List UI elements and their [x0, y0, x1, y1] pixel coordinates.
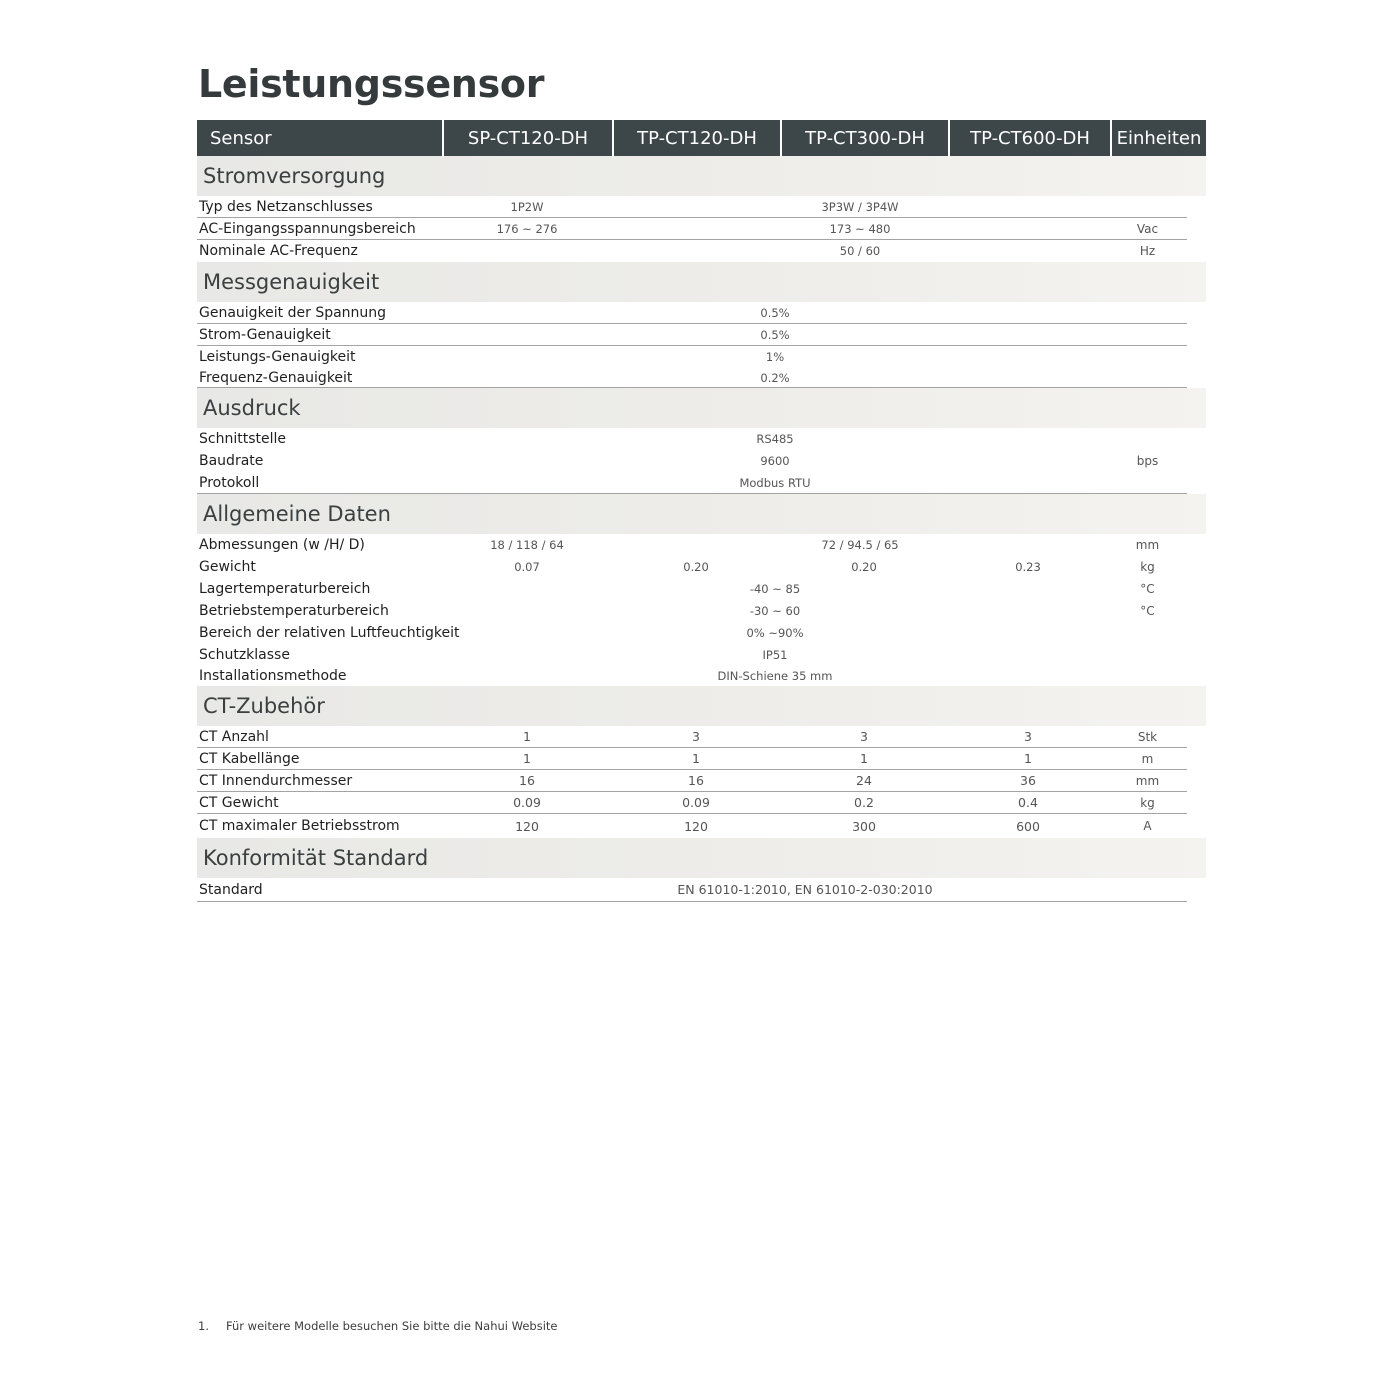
cell-value: 120 [515, 818, 539, 834]
table-row [197, 428, 1187, 450]
cell-value: 24 [856, 773, 872, 788]
row-label: AC-Eingangsspannungsbereich [199, 220, 416, 237]
cell-value: 1 [523, 751, 531, 766]
cell-value: Modbus RTU [739, 475, 811, 490]
cell-value: 0.20 [683, 560, 709, 574]
table-row [197, 814, 1187, 838]
cell-value: 1% [765, 350, 785, 364]
row-label: Abmessungen (w /H/ D) [199, 537, 365, 553]
row-label: Nominale AC-Frequenz [199, 243, 358, 259]
row-label: Baudrate [199, 453, 264, 469]
cell-value: 0.07 [514, 560, 540, 574]
cell-value: 9600 [760, 454, 790, 468]
table-row [197, 368, 1187, 388]
header-sensor: Sensor [210, 127, 272, 149]
cell-value: 0.5% [760, 327, 790, 342]
row-label: Strom-Genauigkeit [199, 326, 331, 343]
footnote-text: Für weitere Modelle besuchen Sie bitte die Nahui Website [226, 1319, 558, 1333]
row-label: Protokoll [199, 474, 260, 491]
cell-value: 1P2W [510, 199, 544, 214]
section-title-standard: Konformität Standard [197, 838, 1206, 878]
table-row [197, 644, 1187, 666]
cell-value: 173 ~ 480 [829, 221, 891, 236]
cell-unit: Hz [1139, 244, 1156, 258]
row-label: CT maximaler Betriebsstrom [199, 818, 400, 834]
cell-value: 600 [1016, 818, 1040, 834]
cell-value: 176 ~ 276 [496, 221, 558, 236]
table-row [197, 666, 1187, 686]
cell-unit: Stk [1137, 729, 1158, 744]
cell-unit: °C [1140, 582, 1155, 596]
cell-unit: A [1143, 819, 1152, 833]
header-model-tp-ct300: TP-CT300-DH [780, 120, 948, 156]
cell-value: 1 [860, 751, 868, 766]
header-model-tp-ct600: TP-CT600-DH [948, 120, 1110, 156]
cell-unit: bps [1136, 454, 1159, 468]
table-row [197, 324, 1187, 346]
cell-value: 3 [860, 729, 868, 744]
cell-value: 0.23 [1015, 560, 1041, 574]
cell-value: 0.5% [760, 305, 790, 320]
table-row [197, 472, 1187, 494]
cell-value: 0.2 [854, 795, 874, 810]
cell-value: 0.4 [1018, 795, 1038, 810]
row-label: Typ des Netzanschlusses [199, 198, 373, 215]
cell-unit: °C [1140, 604, 1155, 618]
cell-value: 16 [688, 773, 704, 788]
row-label: Frequenz-Genauigkeit [199, 369, 353, 386]
header-model-tp-ct120: TP-CT120-DH [612, 120, 780, 156]
table-row [197, 878, 1187, 902]
table-row [197, 726, 1187, 748]
cell-value: 0.2% [760, 370, 790, 385]
section-title-accuracy: Messgenauigkeit [197, 262, 1206, 302]
cell-value: 0.09 [682, 795, 710, 810]
cell-value: -40 ~ 85 [749, 582, 801, 596]
cell-value: 300 [852, 818, 876, 834]
row-label: Leistungs-Genauigkeit [199, 349, 356, 365]
cell-value: 1 [1024, 751, 1032, 766]
cell-value: 0% ~90% [746, 626, 804, 640]
row-label: Schnittstelle [199, 431, 286, 447]
section-title-ct: CT-Zubehör [197, 686, 1206, 726]
row-label: Lagertemperaturbereich [199, 581, 371, 597]
cell-value: 0.20 [851, 560, 877, 574]
section-title-general: Allgemeine Daten [197, 494, 1206, 534]
table-row [197, 302, 1187, 324]
table-row [197, 240, 1187, 262]
table-row [197, 346, 1187, 368]
cell-value: IP51 [762, 648, 788, 662]
table-row [197, 792, 1187, 814]
cell-value: 120 [684, 818, 708, 834]
table-row [197, 600, 1187, 622]
row-label: Bereich der relativen Luftfeuchtigkeit [199, 625, 460, 641]
table-row [197, 770, 1187, 792]
cell-value: DIN-Schiene 35 mm [717, 669, 833, 683]
table-row [197, 534, 1187, 556]
cell-unit: mm [1135, 538, 1160, 552]
header-model-sp-ct120: SP-CT120-DH [442, 120, 612, 156]
row-label: Installationsmethode [199, 668, 347, 684]
footnote [198, 1319, 557, 1333]
row-label: Gewicht [199, 559, 256, 575]
cell-value: 1 [523, 729, 531, 744]
cell-value: 0.09 [513, 795, 541, 810]
cell-value: 16 [519, 773, 535, 788]
section-title-power: Stromversorgung [197, 156, 1206, 196]
cell-value: 18 / 118 / 64 [490, 538, 564, 552]
footnote-number: 1. [198, 1319, 209, 1333]
cell-value: 3 [1024, 729, 1032, 744]
row-label: CT Gewicht [199, 794, 279, 811]
row-label: CT Kabellänge [199, 750, 300, 767]
table-header [197, 120, 1206, 156]
table-row [197, 748, 1187, 770]
cell-value: EN 61010-1:2010, EN 61010-2-030:2010 [677, 882, 933, 897]
cell-value: 3P3W / 3P4W [821, 199, 899, 214]
section-title-output: Ausdruck [197, 388, 1206, 428]
cell-value: 72 / 94.5 / 65 [821, 538, 899, 552]
table-row [197, 196, 1187, 218]
row-label: CT Anzahl [199, 728, 269, 745]
cell-unit: kg [1140, 795, 1155, 810]
table-row [197, 578, 1187, 600]
table-row [197, 450, 1187, 472]
cell-unit: mm [1135, 773, 1160, 788]
spec-table [197, 120, 1206, 902]
cell-unit: Vac [1136, 221, 1159, 236]
row-label: CT Innendurchmesser [199, 772, 353, 789]
cell-value: 36 [1020, 773, 1036, 788]
table-row [197, 622, 1187, 644]
row-label: Standard [199, 881, 263, 898]
row-label: Genauigkeit der Spannung [199, 304, 387, 321]
cell-value: 3 [692, 729, 700, 744]
table-row [197, 556, 1187, 578]
cell-value: 50 / 60 [839, 244, 881, 258]
cell-unit: kg [1140, 560, 1155, 574]
header-units: Einheiten [1110, 120, 1206, 156]
cell-value: -30 ~ 60 [749, 604, 801, 618]
cell-unit: m [1141, 751, 1154, 766]
row-label: Betriebstemperaturbereich [199, 603, 389, 619]
cell-value: 1 [692, 751, 700, 766]
cell-value: RS485 [756, 432, 794, 446]
table-row [197, 218, 1187, 240]
row-label: Schutzklasse [199, 647, 290, 663]
page-title: Leistungssensor [198, 62, 545, 106]
